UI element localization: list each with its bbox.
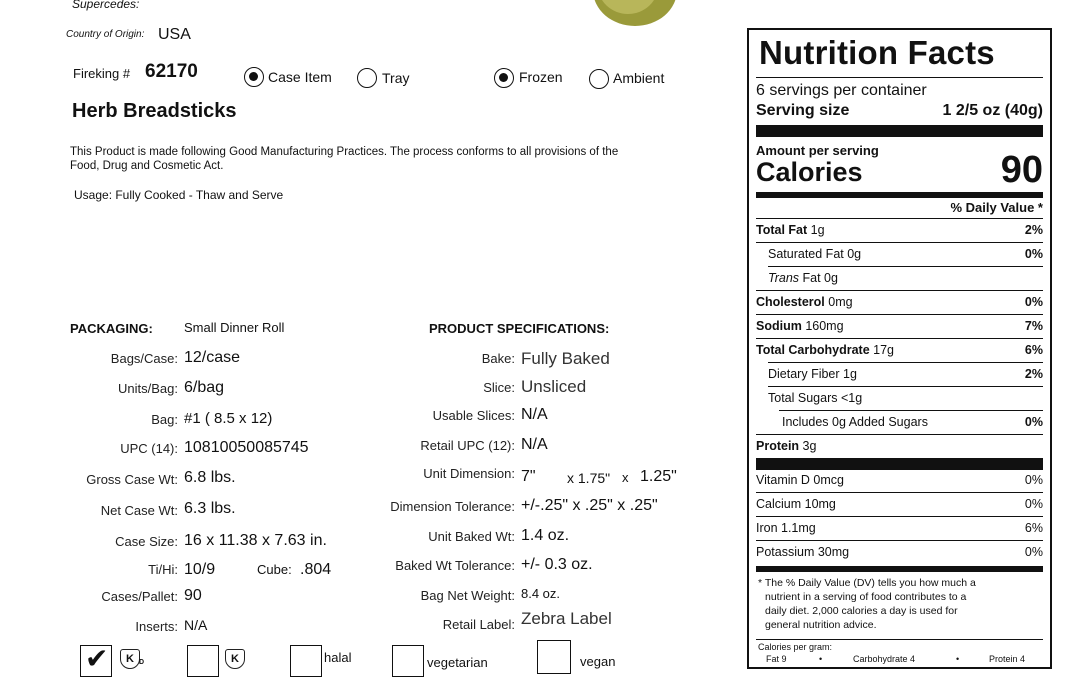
vegetarian-checkbox[interactable] (392, 645, 424, 677)
gross-case-wt-value: 6.8 lbs. (184, 469, 236, 486)
halal-label: halal (324, 650, 352, 665)
tray-radio[interactable] (357, 68, 377, 88)
baked-wt-tolerance-value: +/- 0.3 oz. (521, 556, 593, 573)
total-carbohydrate-row: Total Carbohydrate 17g 6% (756, 343, 1043, 357)
bag-label: Bag: (151, 412, 178, 427)
added-sugars-row: Includes 0g Added Sugars 0% (782, 415, 1043, 429)
vegan-label: vegan (580, 654, 616, 669)
units-bag-value: 6/bag (184, 379, 225, 396)
total-fat-row: Total Fat 1g 2% (756, 223, 1043, 237)
bags-case-label: Bags/Case: (110, 351, 178, 366)
calcium-row: Calcium 10mg 0% (756, 497, 1043, 511)
iron-row: Iron 1.1mg 6% (756, 521, 1043, 535)
kosher-dairy-checkbox[interactable] (80, 645, 112, 677)
case-size-value: 16 x 11.38 x 7.63 in. (184, 532, 327, 549)
ambient-radio[interactable] (589, 69, 609, 89)
calories-per-gram-label: Calories per gram: (758, 642, 833, 652)
case-size-label: Case Size: (115, 534, 178, 549)
total-sugars-row: Total Sugars <1g (768, 391, 863, 405)
inserts-value: N/A (184, 617, 208, 633)
dv-footnote: * The % Daily Value (DV) tells you how much a nutrient in a serving of food contributes to a daily diet. 2,000 calories a day is used for general nutrition advice. (758, 577, 976, 631)
cal-per-gram-carbohydrate: Carbohydrate 4 (853, 654, 916, 664)
vitamin-d-row: Vitamin D 0mcg 0% (756, 473, 1043, 487)
product-name: Herb Breadsticks (72, 100, 237, 122)
net-case-wt-value: 6.3 lbs. (184, 500, 236, 517)
fireking-label: Fireking # (73, 66, 131, 81)
unit-dimension-x1: x 1.75" (567, 470, 611, 486)
bag-net-weight-label: Bag Net Weight: (420, 588, 515, 603)
baked-wt-tolerance-label: Baked Wt Tolerance: (395, 558, 515, 573)
bake-label: Bake: (481, 351, 515, 366)
usable-slices-value: N/A (521, 406, 548, 423)
checkmark-icon: ✔ (85, 643, 109, 674)
vegan-checkbox[interactable] (537, 640, 571, 674)
upc14-value: 10810050085745 (184, 439, 309, 456)
cube-value: .804 (300, 561, 332, 578)
dimension-tolerance-value: +/-.25" x .25" x .25" (521, 497, 658, 514)
calories-value: 90 (1000, 149, 1043, 191)
cases-pallet-value: 90 (184, 587, 202, 604)
serving-size-label: Serving size (756, 102, 850, 119)
cholesterol-row: Cholesterol 0mg 0% (756, 295, 1043, 309)
slice-label: Slice: (483, 380, 515, 395)
usable-slices-label: Usable Slices: (432, 408, 515, 423)
unit-baked-wt-value: 1.4 oz. (521, 527, 570, 544)
frozen-label: Frozen (519, 69, 563, 85)
packaging-heading: PACKAGING: (70, 321, 153, 336)
halal-checkbox[interactable] (290, 645, 322, 677)
slice-value: Unsliced (521, 377, 587, 396)
vegetarian-label: vegetarian (427, 655, 488, 670)
inserts-label: Inserts: (135, 619, 178, 634)
specs-heading: PRODUCT SPECIFICATIONS: (429, 321, 610, 336)
packaging-heading-value: Small Dinner Roll (184, 320, 285, 335)
case-item-label: Case Item (268, 69, 332, 85)
cal-per-gram-dot-1: • (819, 654, 823, 664)
unit-dimension-x2: x (622, 470, 629, 485)
dimension-tolerance-label: Dimension Tolerance: (390, 499, 515, 514)
potassium-row: Potassium 30mg 0% (756, 545, 1043, 559)
product-photo-edge (590, 0, 680, 30)
fireking-number: 62170 (145, 61, 198, 82)
bag-value: #1 ( 8.5 x 12) (184, 410, 273, 427)
frozen-radio[interactable] (494, 68, 514, 88)
gmp-statement: This Product is made following Good Manufacturing Practices. The process conforms to all provisions of the (70, 146, 619, 158)
unit-dimension-label: Unit Dimension: (423, 466, 515, 481)
retail-upc-value: N/A (521, 436, 548, 453)
units-bag-label: Units/Bag: (118, 381, 178, 396)
kosher-symbol: K (225, 649, 245, 669)
retail-label-value: Zebra Label (521, 609, 612, 628)
cal-per-gram-protein: Protein 4 (989, 654, 1026, 664)
tray-label: Tray (382, 70, 410, 86)
usage-text: Usage: Fully Cooked - Thaw and Serve (74, 188, 284, 202)
nutrition-facts-panel (747, 28, 1052, 669)
ti-hi-value: 10/9 (184, 561, 216, 578)
ti-hi-label: Ti/Hi: (148, 562, 178, 577)
retail-label-label: Retail Label: (442, 617, 515, 632)
serving-size-value: 1 2/5 oz (40g) (942, 102, 1043, 119)
kosher-dairy-symbol: K D (120, 649, 140, 669)
country-value: USA (158, 26, 191, 43)
unit-baked-wt-label: Unit Baked Wt: (428, 529, 515, 544)
daily-value-header: % Daily Value * (950, 200, 1043, 215)
unit-dimension-x3: 1.25" (640, 468, 677, 485)
kosher-checkbox[interactable] (187, 645, 219, 677)
net-case-wt-label: Net Case Wt: (100, 503, 178, 518)
country-label: Country of Origin: (66, 29, 145, 40)
cal-per-gram-dot-2: • (956, 654, 960, 664)
case-item-radio[interactable] (244, 67, 264, 87)
nutrition-title: Nutrition Facts (759, 34, 995, 71)
bake-value: Fully Baked (521, 349, 610, 368)
unit-dimension-value: 7" (521, 468, 536, 485)
trans-fat-row: Trans Fat 0g (768, 271, 838, 285)
gmp-statement-2: Food, Drug and Cosmetic Act. (70, 160, 224, 172)
bags-case-value: 12/case (184, 349, 241, 366)
calories-label: Calories (756, 157, 863, 187)
cases-pallet-label: Cases/Pallet: (101, 589, 178, 604)
cal-per-gram-fat: Fat 9 (766, 654, 787, 664)
dietary-fiber-row: Dietary Fiber 1g 2% (768, 367, 1043, 381)
cube-label: Cube: (257, 562, 292, 577)
gross-case-wt-label: Gross Case Wt: (86, 472, 178, 487)
servings-per-container: 6 servings per container (756, 82, 927, 99)
saturated-fat-row: Saturated Fat 0g 0% (768, 247, 1043, 261)
supercedes-label: Supercedes: (72, 0, 140, 11)
amount-per-serving: Amount per serving (756, 143, 879, 158)
protein-row: Protein 3g (756, 439, 817, 453)
retail-upc-label: Retail UPC (12): (420, 438, 515, 453)
upc14-label: UPC (14): (120, 441, 178, 456)
sodium-row: Sodium 160mg 7% (756, 319, 1043, 333)
ambient-label: Ambient (613, 70, 665, 86)
bag-net-weight-value: 8.4 oz. (521, 586, 561, 601)
